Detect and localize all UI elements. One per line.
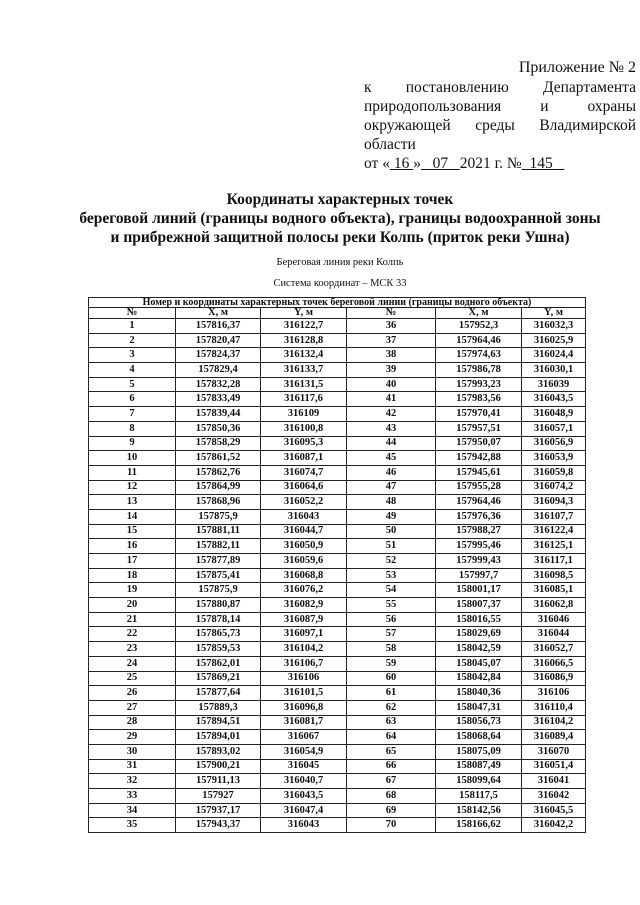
x-coordinate: 157859,53: [176, 642, 261, 657]
coord-system: Система координат – МСК 33: [273, 278, 407, 289]
point-number: 58: [347, 642, 436, 657]
table-caption: Номер и координаты характерных точек береговой линии (границы водного объекта): [89, 298, 586, 308]
y-coordinate: 316104,2: [522, 715, 586, 730]
y-coordinate: 316122,7: [261, 319, 347, 334]
point-number: 16: [89, 539, 176, 554]
point-number: 51: [347, 539, 436, 554]
x-coordinate: 157839,44: [176, 407, 261, 422]
point-number: 29: [89, 730, 176, 745]
x-coordinate: 158075,09: [436, 744, 522, 759]
table-row: [89, 789, 586, 804]
point-number: 59: [347, 656, 436, 671]
y-coordinate: 316122,4: [522, 524, 586, 539]
table-row: [89, 774, 586, 789]
point-number: 63: [347, 715, 436, 730]
month-value: 07: [432, 155, 449, 172]
table-row: [89, 744, 586, 759]
point-number: 13: [89, 495, 176, 510]
table-row: [89, 686, 586, 701]
x-coordinate: 158040,36: [436, 686, 522, 701]
x-coordinate: 157970,41: [436, 407, 522, 422]
y-coordinate: 316053,9: [522, 451, 586, 466]
x-coordinate: 157900,21: [176, 759, 261, 774]
x-coordinate: 158042,59: [436, 642, 522, 657]
y-coordinate: 316045: [261, 759, 347, 774]
table-row: [89, 554, 586, 569]
point-number: 20: [89, 598, 176, 613]
x-coordinate: 158142,56: [436, 803, 522, 818]
x-coordinate: 157927: [176, 789, 261, 804]
point-number: 7: [89, 407, 176, 422]
appendix-block: [364, 58, 636, 173]
point-number: 1: [89, 319, 176, 334]
y-coordinate: 316052,7: [522, 642, 586, 657]
y-coordinate: 316096,8: [261, 700, 347, 715]
table-row: [89, 524, 586, 539]
table-row: [89, 818, 586, 833]
x-coordinate: 157995,46: [436, 539, 522, 554]
point-number: 42: [347, 407, 436, 422]
y-coordinate: 316024,4: [522, 348, 586, 363]
x-coordinate: 157937,17: [176, 803, 261, 818]
point-number: 23: [89, 642, 176, 657]
y-coordinate: 316066,5: [522, 656, 586, 671]
point-number: 68: [347, 789, 436, 804]
point-number: 14: [89, 509, 176, 524]
table-row: [89, 377, 586, 392]
y-coordinate: 316076,2: [261, 583, 347, 598]
point-number: 43: [347, 421, 436, 436]
y-coordinate: 316042: [522, 789, 586, 804]
y-coordinate: 316048,9: [522, 407, 586, 422]
point-number: 10: [89, 451, 176, 466]
x-coordinate: 157882,11: [176, 539, 261, 554]
x-coordinate: 157986,78: [436, 363, 522, 378]
x-coordinate: 157869,21: [176, 671, 261, 686]
table-header-row: [89, 308, 586, 319]
point-number: 48: [347, 495, 436, 510]
heading-line: береговой линий (границы водного объекта), границы водоохранной зоны: [79, 210, 601, 227]
x-coordinate: 157894,51: [176, 715, 261, 730]
table-row: [89, 333, 586, 348]
point-number: 9: [89, 436, 176, 451]
point-number: 26: [89, 686, 176, 701]
point-number: 12: [89, 480, 176, 495]
point-number: 41: [347, 392, 436, 407]
x-coordinate: 158045,07: [436, 656, 522, 671]
y-coordinate: 316098,5: [522, 568, 586, 583]
y-coordinate: 316081,7: [261, 715, 347, 730]
x-coordinate: 157993,23: [436, 377, 522, 392]
y-coordinate: 316095,3: [261, 436, 347, 451]
x-coordinate: 157893,02: [176, 744, 261, 759]
table-row: [89, 656, 586, 671]
y-coordinate: 316041: [522, 774, 586, 789]
table-row: [89, 392, 586, 407]
y-coordinate: 316097,1: [261, 627, 347, 642]
document-heading: [40, 190, 640, 247]
coordinates-table: [88, 297, 586, 833]
x-coordinate: 158016,55: [436, 612, 522, 627]
point-number: 19: [89, 583, 176, 598]
x-coordinate: 157976,36: [436, 509, 522, 524]
y-coordinate: 316050,9: [261, 539, 347, 554]
subtitle: Береговая линия реки Колпь: [276, 257, 404, 268]
day-value: 16: [393, 155, 410, 172]
point-number: 11: [89, 465, 176, 480]
y-coordinate: 316043,5: [522, 392, 586, 407]
point-number: 66: [347, 759, 436, 774]
y-coordinate: 316125,1: [522, 539, 586, 554]
point-number: 37: [347, 333, 436, 348]
point-number: 5: [89, 377, 176, 392]
x-coordinate: 157824,37: [176, 348, 261, 363]
date-prefix: от «: [364, 155, 390, 172]
table-row: [89, 612, 586, 627]
x-coordinate: 157875,41: [176, 568, 261, 583]
point-number: 40: [347, 377, 436, 392]
y-coordinate: 316109: [261, 407, 347, 422]
y-coordinate: 316040,7: [261, 774, 347, 789]
point-number: 53: [347, 568, 436, 583]
point-number: 50: [347, 524, 436, 539]
y-coordinate: 316064,6: [261, 480, 347, 495]
table-row: [89, 480, 586, 495]
x-coordinate: 158087,49: [436, 759, 522, 774]
point-number: 67: [347, 774, 436, 789]
x-coordinate: 157881,11: [176, 524, 261, 539]
x-coordinate: 158099,64: [436, 774, 522, 789]
point-number: 31: [89, 759, 176, 774]
y-coordinate: 316094,3: [522, 495, 586, 510]
y-coordinate: 316070: [522, 744, 586, 759]
y-coordinate: 316085,1: [522, 583, 586, 598]
point-number: 2: [89, 333, 176, 348]
y-coordinate: 316045,5: [522, 803, 586, 818]
x-coordinate: 158029,69: [436, 627, 522, 642]
date-month: [421, 155, 460, 172]
x-coordinate: 157880,87: [176, 598, 261, 613]
table-row: [89, 568, 586, 583]
point-number: 47: [347, 480, 436, 495]
column-header: №: [89, 308, 176, 319]
x-coordinate: 157988,27: [436, 524, 522, 539]
point-number: 35: [89, 818, 176, 833]
y-coordinate: 316087,1: [261, 451, 347, 466]
table-row: [89, 348, 586, 363]
y-coordinate: 316039: [522, 377, 586, 392]
y-coordinate: 316051,4: [522, 759, 586, 774]
x-coordinate: 157974,63: [436, 348, 522, 363]
point-number: 27: [89, 700, 176, 715]
table-row: [89, 465, 586, 480]
y-coordinate: 316117,1: [522, 554, 586, 569]
y-coordinate: 316042,2: [522, 818, 586, 833]
x-coordinate: 157875,9: [176, 509, 261, 524]
y-coordinate: 316082,9: [261, 598, 347, 613]
table-row: [89, 583, 586, 598]
x-coordinate: 157875,9: [176, 583, 261, 598]
column-header: Y, м: [261, 308, 347, 319]
y-coordinate: 316100,8: [261, 421, 347, 436]
appendix-line: окружающей среды Владимирской: [364, 117, 636, 134]
table-row: [89, 759, 586, 774]
y-coordinate: 316128,8: [261, 333, 347, 348]
point-number: 17: [89, 554, 176, 569]
point-number: 36: [347, 319, 436, 334]
point-number: 6: [89, 392, 176, 407]
x-coordinate: 157877,64: [176, 686, 261, 701]
x-coordinate: 157943,37: [176, 818, 261, 833]
point-number: 3: [89, 348, 176, 363]
heading-line: и прибрежной защитной полосы реки Колпь (приток реки Ушна): [110, 229, 570, 246]
y-coordinate: 316101,5: [261, 686, 347, 701]
x-coordinate: 157829,4: [176, 363, 261, 378]
point-number: 57: [347, 627, 436, 642]
table-row: [89, 598, 586, 613]
number-value: 145: [529, 155, 553, 172]
x-coordinate: 157983,56: [436, 392, 522, 407]
x-coordinate: 157820,47: [176, 333, 261, 348]
y-coordinate: 316044,7: [261, 524, 347, 539]
x-coordinate: 157894,01: [176, 730, 261, 745]
x-coordinate: 157950,07: [436, 436, 522, 451]
column-header: Y, м: [522, 308, 586, 319]
y-coordinate: 316052,2: [261, 495, 347, 510]
appendix-line: природопользования и охраны: [364, 98, 636, 115]
x-coordinate: 157955,28: [436, 480, 522, 495]
point-number: 34: [89, 803, 176, 818]
point-number: 52: [347, 554, 436, 569]
table-row: [89, 421, 586, 436]
y-coordinate: 316074,7: [261, 465, 347, 480]
x-coordinate: 157945,61: [436, 465, 522, 480]
x-coordinate: 157816,37: [176, 319, 261, 334]
table-row: [89, 671, 586, 686]
point-number: 45: [347, 451, 436, 466]
table-row: [89, 700, 586, 715]
point-number: 55: [347, 598, 436, 613]
y-coordinate: 316043: [261, 509, 347, 524]
point-number: 28: [89, 715, 176, 730]
x-coordinate: 157862,01: [176, 656, 261, 671]
x-coordinate: 157864,99: [176, 480, 261, 495]
table-row: [89, 509, 586, 524]
x-coordinate: 157957,51: [436, 421, 522, 436]
x-coordinate: 157952,3: [436, 319, 522, 334]
point-number: 60: [347, 671, 436, 686]
point-number: 18: [89, 568, 176, 583]
y-coordinate: 316068,8: [261, 568, 347, 583]
x-coordinate: 157999,43: [436, 554, 522, 569]
y-coordinate: 316043,5: [261, 789, 347, 804]
y-coordinate: 316133,7: [261, 363, 347, 378]
x-coordinate: 157850,36: [176, 421, 261, 436]
appendix-title: Приложение № 2: [518, 59, 636, 76]
y-coordinate: 316025,9: [522, 333, 586, 348]
point-number: 8: [89, 421, 176, 436]
y-coordinate: 316106,7: [261, 656, 347, 671]
point-number: 64: [347, 730, 436, 745]
table-row: [89, 363, 586, 378]
table-row: [89, 495, 586, 510]
table-row: [89, 319, 586, 334]
y-coordinate: 316057,1: [522, 421, 586, 436]
table-row: [89, 642, 586, 657]
x-coordinate: 158056,73: [436, 715, 522, 730]
y-coordinate: 316047,4: [261, 803, 347, 818]
date-mid: »: [413, 155, 421, 172]
y-coordinate: 316059,6: [261, 554, 347, 569]
point-number: 21: [89, 612, 176, 627]
x-coordinate: 157862,76: [176, 465, 261, 480]
y-coordinate: 316030,1: [522, 363, 586, 378]
point-number: 44: [347, 436, 436, 451]
x-coordinate: 157878,14: [176, 612, 261, 627]
point-number: 38: [347, 348, 436, 363]
table-row: [89, 715, 586, 730]
table-row: [89, 803, 586, 818]
point-number: 54: [347, 583, 436, 598]
x-coordinate: 157833,49: [176, 392, 261, 407]
y-coordinate: 316067: [261, 730, 347, 745]
column-header: X, м: [436, 308, 522, 319]
x-coordinate: 157997,7: [436, 568, 522, 583]
table-row: [89, 730, 586, 745]
point-number: 61: [347, 686, 436, 701]
point-number: 65: [347, 744, 436, 759]
appendix-date: [364, 154, 636, 173]
y-coordinate: 316131,5: [261, 377, 347, 392]
y-coordinate: 316059,8: [522, 465, 586, 480]
y-coordinate: 316117,6: [261, 392, 347, 407]
y-coordinate: 316074,2: [522, 480, 586, 495]
point-number: 33: [89, 789, 176, 804]
y-coordinate: 316107,7: [522, 509, 586, 524]
point-number: 49: [347, 509, 436, 524]
x-coordinate: 157832,28: [176, 377, 261, 392]
x-coordinate: 157964,46: [436, 333, 522, 348]
x-coordinate: 158166,62: [436, 818, 522, 833]
y-coordinate: 316032,3: [522, 319, 586, 334]
y-coordinate: 316044: [522, 627, 586, 642]
point-number: 22: [89, 627, 176, 642]
x-coordinate: 158047,31: [436, 700, 522, 715]
y-coordinate: 316089,4: [522, 730, 586, 745]
y-coordinate: 316062,8: [522, 598, 586, 613]
x-coordinate: 158001,17: [436, 583, 522, 598]
date-year: 2021 г. №: [459, 155, 522, 172]
table-row: [89, 627, 586, 642]
x-coordinate: 157942,88: [436, 451, 522, 466]
y-coordinate: 316054,9: [261, 744, 347, 759]
point-number: 25: [89, 671, 176, 686]
point-number: 56: [347, 612, 436, 627]
y-coordinate: 316106: [261, 671, 347, 686]
x-coordinate: 157911,13: [176, 774, 261, 789]
y-coordinate: 316056,9: [522, 436, 586, 451]
point-number: 70: [347, 818, 436, 833]
table-row: [89, 407, 586, 422]
column-header: №: [347, 308, 436, 319]
x-coordinate: 157861,52: [176, 451, 261, 466]
x-coordinate: 157889,3: [176, 700, 261, 715]
x-coordinate: 157858,29: [176, 436, 261, 451]
point-number: 24: [89, 656, 176, 671]
point-number: 15: [89, 524, 176, 539]
x-coordinate: 157964,46: [436, 495, 522, 510]
point-number: 32: [89, 774, 176, 789]
x-coordinate: 158117,5: [436, 789, 522, 804]
y-coordinate: 316104,2: [261, 642, 347, 657]
x-coordinate: 157868,96: [176, 495, 261, 510]
point-number: 69: [347, 803, 436, 818]
point-number: 62: [347, 700, 436, 715]
x-coordinate: 158068,64: [436, 730, 522, 745]
point-number: 46: [347, 465, 436, 480]
point-number: 4: [89, 363, 176, 378]
x-coordinate: 158042,84: [436, 671, 522, 686]
x-coordinate: 158007,37: [436, 598, 522, 613]
y-coordinate: 316087,9: [261, 612, 347, 627]
column-header: X, м: [176, 308, 261, 319]
doc-number: [522, 155, 565, 172]
appendix-line: области: [364, 136, 416, 153]
point-number: 30: [89, 744, 176, 759]
table-body: [89, 319, 586, 833]
table-row: [89, 436, 586, 451]
y-coordinate: 316086,9: [522, 671, 586, 686]
appendix-line: к постановлению Департамента: [364, 79, 636, 96]
y-coordinate: 316046: [522, 612, 586, 627]
y-coordinate: 316106: [522, 686, 586, 701]
y-coordinate: 316132,4: [261, 348, 347, 363]
x-coordinate: 157877,89: [176, 554, 261, 569]
x-coordinate: 157865,73: [176, 627, 261, 642]
table-row: [89, 451, 586, 466]
table-row: [89, 539, 586, 554]
y-coordinate: 316043: [261, 818, 347, 833]
heading-line: Координаты характерных точек: [226, 191, 454, 208]
date-day: [390, 155, 413, 172]
point-number: 39: [347, 363, 436, 378]
y-coordinate: 316110,4: [522, 700, 586, 715]
